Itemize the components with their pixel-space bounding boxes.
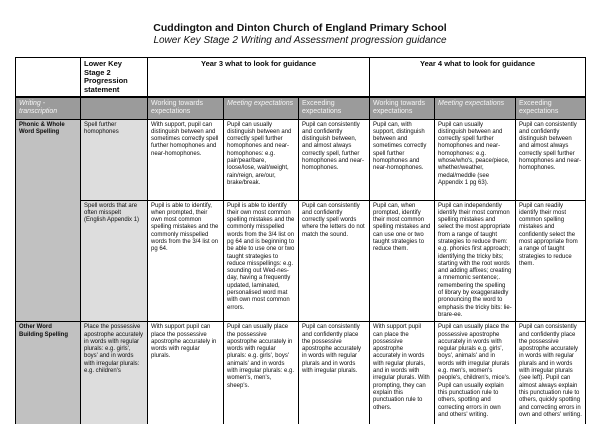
- y3-working-header: Working towards expectations: [148, 97, 224, 119]
- document-title: Cuddington and Dinton Church of England Primary School: [153, 22, 447, 34]
- y3-meeting-cell: Pupil can usually distinguish between and correctly spell further homophones and near-homophones: e.g. pair/pear/bare, loose/lose, wait/weight, rain/reign, are/our, brake/break.: [224, 119, 299, 200]
- y3-meeting-header: Meeting expectations: [224, 97, 299, 119]
- y3-working-cell: With support, pupil can distinguish between and sometimes correctly spell further homophones and near-homophones.: [148, 119, 224, 200]
- year4-header: Year 4 what to look for guidance: [370, 58, 586, 98]
- table-row: [16, 119, 586, 200]
- year3-header: Year 3 what to look for guidance: [148, 58, 370, 98]
- group-label-phonic-whole-word-spelling: Phonic & Whole Word Spelling: [16, 119, 81, 322]
- statement-cell: Place the possessive apostrophe accurately in words with regular plurals: e.g. girls', boys' and in words with irregular plurals: e.g. children's: [81, 322, 148, 424]
- table-row: [16, 322, 586, 424]
- y4-exceeding-cell: Pupil can consistently and confidently distinguish between and almost always correctly spell further homophones and near-homophones.: [516, 119, 586, 200]
- table-header-row-years: [16, 58, 586, 98]
- y4-working-header: Working towards expectations: [370, 97, 435, 119]
- y4-meeting-cell: Pupil can usually distinguish between and correctly spell further homophones and near-homophones: e.g. whose/who's, peace/piece, whether/weather, medal/meddle (see Appendix 1 pg 63).: [435, 119, 516, 200]
- document-subtitle: Lower Key Stage 2 Writing and Assessment progression guidance: [153, 35, 447, 46]
- y3-meeting-cell: Pupil can usually place the possessive apostrophe accurately in words with regular plurals: e.g. girls', boys' animals' and in words with irregular plurals: e.g. women's, men's, sheep's.: [224, 322, 299, 424]
- y3-working-cell: With support pupil can place the possessive apostrophe accurately in words with regular plurals.: [148, 322, 224, 424]
- y4-meeting-cell: Pupil can usually place the possessive apostrophe accurately in words with regular plurals e.g. girls', boys', animals' and in words with irregular plurals e.g. men's, women's people's, children's, mice's. Pupil can usually explain this punctuation rule to others, spotting and correcting errors in own and others' writing.: [435, 322, 516, 424]
- statement-cell: Spell further homophones: [81, 119, 148, 200]
- statement-cell: Spell words that are often misspelt (English Appendix 1): [81, 200, 148, 322]
- y4-exceeding-header: Exceeding expectations: [516, 97, 586, 119]
- progression-guidance-table: [15, 57, 586, 424]
- y3-exceeding-cell: Pupil can consistently and confidently distinguish between, and almost always correctly spell, further homophones and near-homophones.: [299, 119, 370, 200]
- y4-meeting-header: Meeting expectations: [435, 97, 516, 119]
- table-row: [16, 200, 586, 322]
- y4-meeting-cell: Pupil can independently identify their most common spelling mistakes and select the most appropriate from a range of taught strategies to reduce them: e.g. phonics first approach; identifying the tricky bits; starting with the root words and adding affixes; creating a mnemonic sentence;. remembering the spelling of library by exaggeratedly pronouncing the word to emphasis the tricky bits: lie-brare-ee.: [435, 200, 516, 322]
- empty-header-cell: [81, 97, 148, 119]
- y3-exceeding-cell: Pupil can consistently and confidently place the possessive apostrophe accurately in words with regular plurals and in words with irregular plurals.: [299, 322, 370, 424]
- y4-working-cell: With support pupil can place the possessive apostrophe accurately in words with regular plurals, and in words with irregular plurals. With prompting, they can explain this punctuation rule to others.: [370, 322, 435, 424]
- y4-working-cell: Pupil can, with support, distinguish between and sometimes correctly spell further homophones and near-homophones.: [370, 119, 435, 200]
- y3-meeting-cell: Pupil is able to identify their own most common spelling mistakes and the commonly misspelled words from the 3/4 list on pg 64 and is beginning to be able to use one or two taught strategies to reduce misspellings: e.g. sounding out Wed-nes-day, having a frequently updated, laminated, personalised word mat with own most common errors.: [224, 200, 299, 322]
- y3-exceeding-header: Exceeding expectations: [299, 97, 370, 119]
- y4-exceeding-cell: Pupil can consistently and confidently place the possessive apostrophe accurately in words with regular plurals and in words with irregular plurals (see left). Pupil can almost always explain this punctuation rule to others, quickly spotting and correcting errors in own and others' writing.: [516, 322, 586, 424]
- group-label-other-word-building-spelling: Other Word Building Spelling: [16, 322, 81, 424]
- progression-statement-header: Lower Key Stage 2 Progression statement: [81, 58, 148, 98]
- y4-exceeding-cell: Pupil can readily identify their most common spelling mistakes and confidently select the most appropriate from a range of taught strategies to reduce them.: [516, 200, 586, 322]
- y3-working-cell: Pupil is able to identify, when prompted, their own most common spelling mistakes and the commonly misspelled words from the 3/4 list on pg 64.: [148, 200, 224, 322]
- y4-working-cell: Pupil can, when prompted, identify their most common spelling mistakes and can use one or two taught strategies to reduce them.: [370, 200, 435, 322]
- table-header-row-expectations: [16, 97, 586, 119]
- section-label-writing-transcription: Writing - transcription: [16, 97, 81, 119]
- corner-cell: [16, 58, 81, 98]
- y3-exceeding-cell: Pupil can consistently and confidently correctly spell words where the letters do not match the sound.: [299, 200, 370, 322]
